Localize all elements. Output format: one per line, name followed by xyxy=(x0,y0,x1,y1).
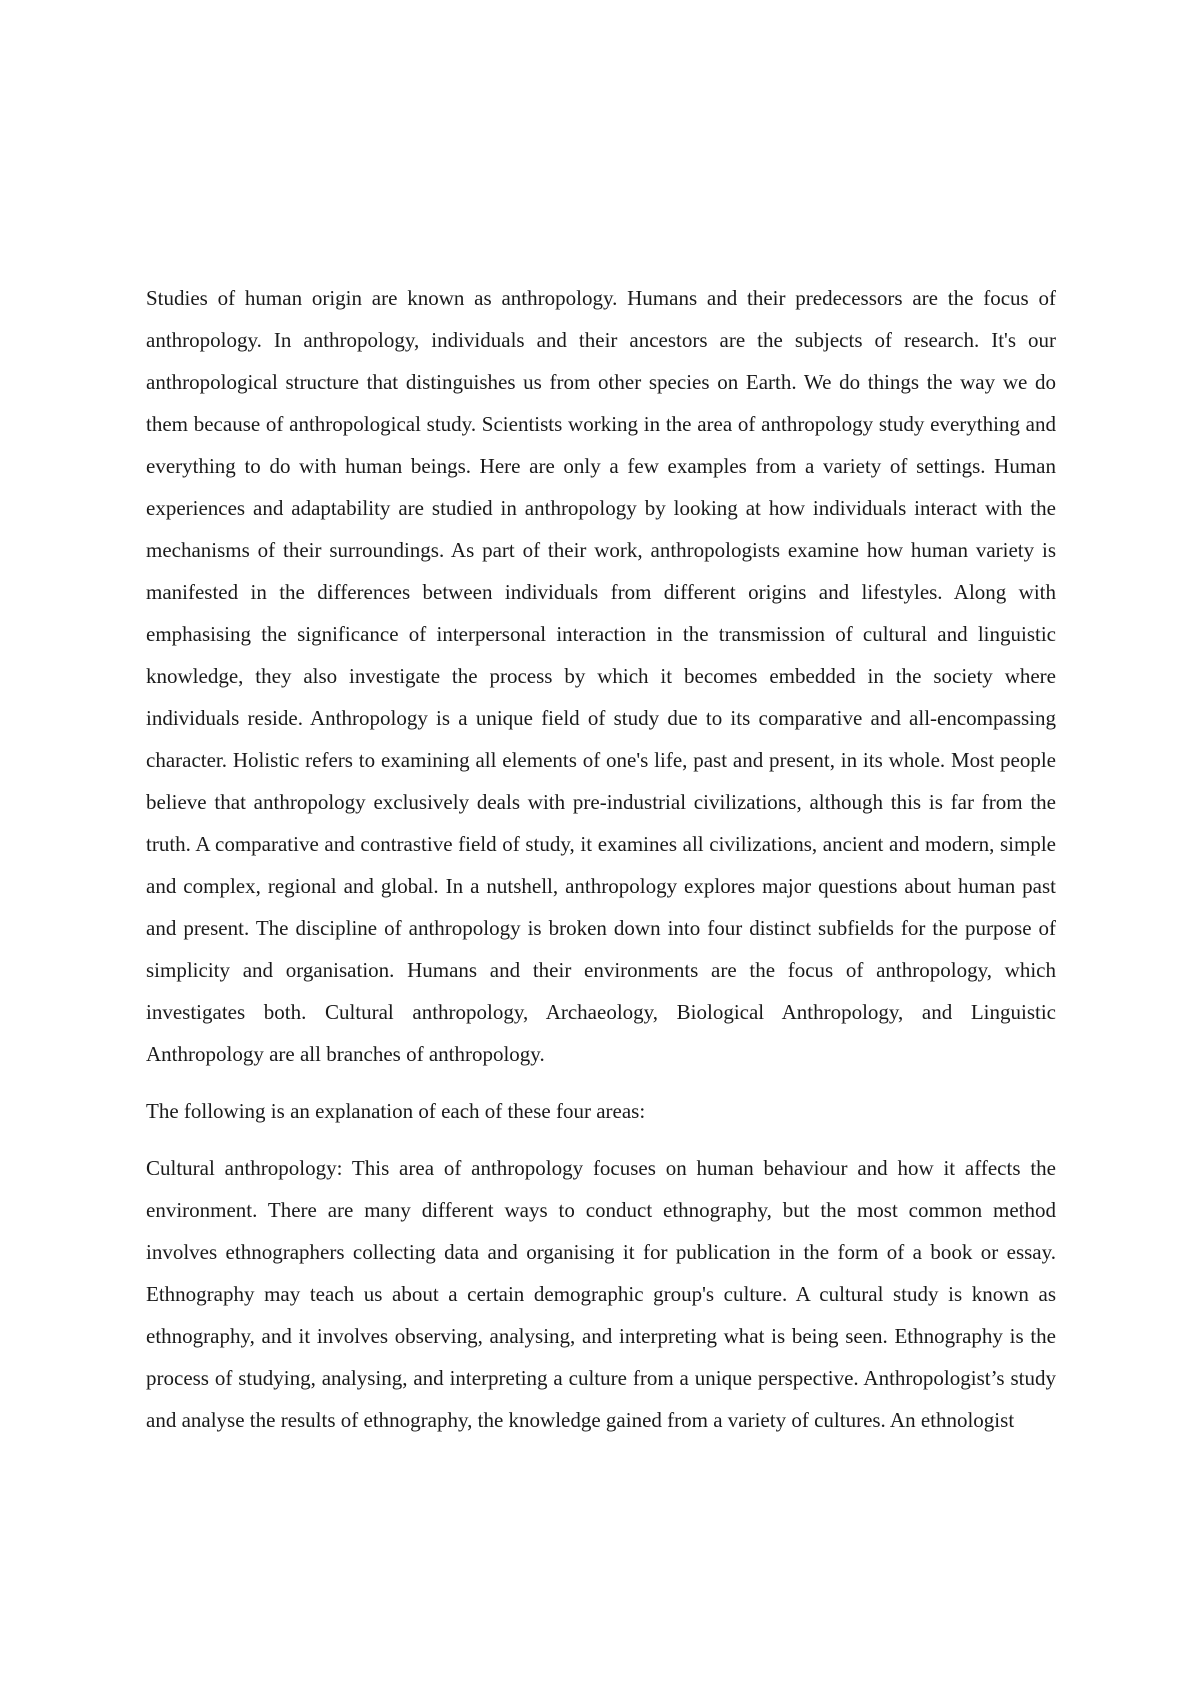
paragraph-cultural-anthropology: Cultural anthropology: This area of anthropology focuses on human behaviour and how it affects the environment. There are many different ways to conduct ethnography, but the most common method involves ethnographers collecting data and organising it for publication in the form of a book or essay. Ethnography may teach us about a certain demographic group's culture. A cultural study is known as ethnography, and it involves observing, analysing, and interpreting what is being seen. Ethnography is the process of studying, analysing, and interpreting a culture from a unique perspective. Anthropologist’s study and analyse the results of ethnography, the knowledge gained from a variety of cultures. An ethnologist xyxy=(146,1156,1056,1432)
paragraph-four-areas-intro: The following is an explanation of each of these four areas: xyxy=(146,1099,646,1123)
paragraph-anthropology-intro: Studies of human origin are known as anthropology. Humans and their predecessors are the focus of anthropology. In anthropology, individuals and their ancestors are the subjects of research. It's our anthropological structure that distinguishes us from other species on Earth. We do things the way we do them because of anthropological study. Scientists working in the area of anthropology study everything and everything to do with human beings. Here are only a few examples from a variety of settings. Human experiences and adaptability are studied in anthropology by looking at how individuals interact with the mechanisms of their surroundings. As part of their work, anthropologists examine how human variety is manifested in the differences between individuals from different origins and lifestyles. Along with emphasising the significance of interpersonal interaction in the transmission of cultural and linguistic knowledge, they also investigate the process by which it becomes embedded in the society where individuals reside. Anthropology is a unique field of study due to its comparative and all-encompassing character. Holistic refers to examining all elements of one's life, past and present, in its whole. Most people believe that anthropology exclusively deals with pre-industrial civilizations, although this is far from the truth. A comparative and contrastive field of study, it examines all civilizations, ancient and modern, simple and complex, regional and global. In a nutshell, anthropology explores major questions about human past and present. The discipline of anthropology is broken down into four distinct subfields for the purpose of simplicity and organisation. Humans and their environments are the focus of anthropology, which investigates both. Cultural anthropology, Archaeology, Biological Anthropology, and Linguistic Anthropology are all branches of anthropology. xyxy=(146,286,1056,1066)
document-body xyxy=(146,277,1056,1456)
